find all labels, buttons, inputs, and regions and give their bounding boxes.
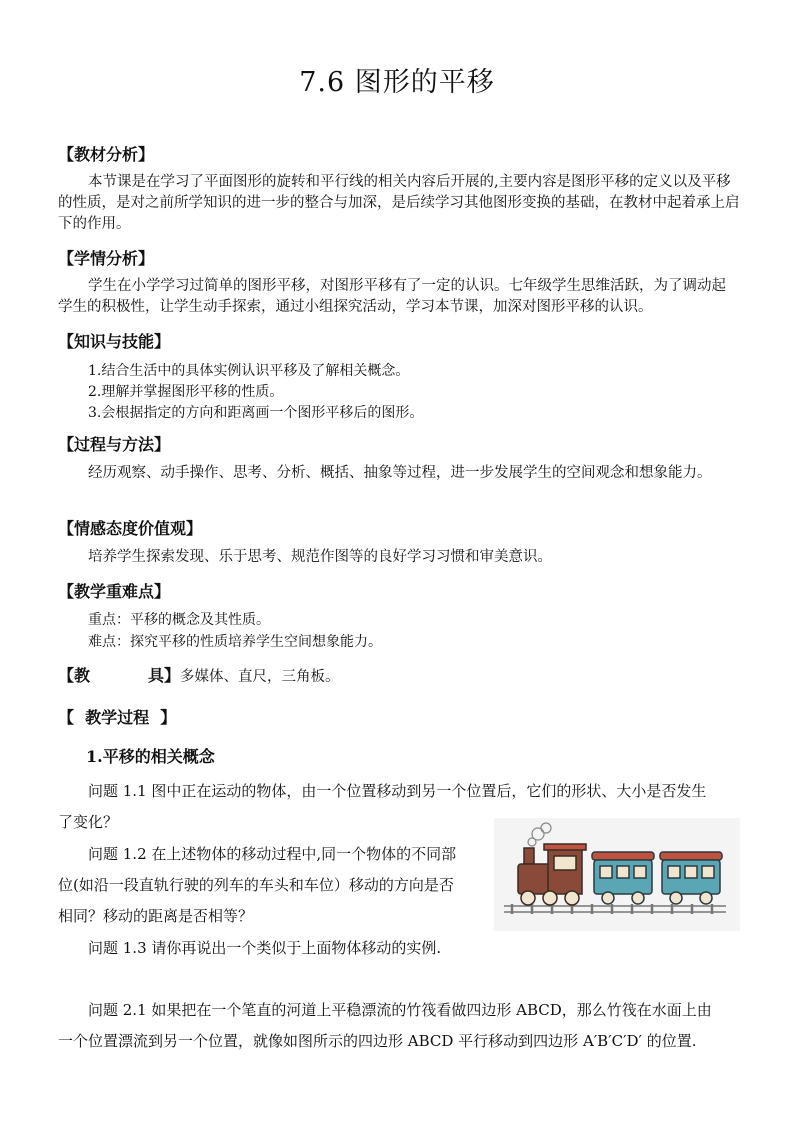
student-analysis-text: 学生在小学学习过简单的图形平移，对图形平移有了一定的认识。七年级学生思维活跃，为了调动起学生的积极性，让学生动手探索，通过小组探究活动，学习本节课，加深对图形平移的认识。	[58, 278, 726, 315]
heading-student-analysis: 【学情分析】	[58, 249, 155, 268]
question-1-3: 问题 1.3 请你再说出一个类似于上面物体移动的实例.	[88, 939, 442, 957]
question-1-2-line3: 相同？移动的距离是否相等？	[58, 907, 254, 925]
subheading-translation-concepts: 1.平移的相关概念	[86, 747, 215, 766]
question-2-1-line1: 问题 2.1 如果把在一个笔直的河道上平稳漂流的竹筏看做四边形 ABCD，那么竹筏在水面上由	[88, 1001, 712, 1019]
tools-text: 多媒体、直尺，三角板。	[180, 669, 340, 685]
emotion-values-text: 培养学生探索发现、乐于思考、规范作图等的良好学习习惯和审美意识。	[88, 549, 552, 565]
heading-teaching-process: 【 教学过程 】	[58, 708, 177, 727]
question-2-1-line2: 一个位置漂流到另一个位置，就像如图所示的四边形 ABCD 平行移动到四边形 A′B′C′D′ 的位置.	[58, 1032, 697, 1050]
question-1-2-line1: 问题 1.2 在上述物体的移动过程中,同一个物体的不同部	[88, 845, 457, 863]
question-1-1-line2: 了变化？	[58, 813, 119, 831]
heading-key-difficult: 【教学重难点】	[58, 582, 171, 601]
tools-heading-right: 具】	[148, 666, 181, 685]
heading-emotion-values: 【情感态度价值观】	[58, 519, 203, 538]
train-illustration	[494, 818, 740, 931]
difficult-point-text: 难点：探究平移的性质培养学生空间想象能力。	[88, 634, 382, 650]
heading-textbook-analysis: 【教材分析】	[58, 145, 155, 164]
tools-heading-left: 【教	[58, 666, 91, 685]
knowledge-item-1: 1.结合生活中的具体实例认识平移及了解相关概念。	[88, 363, 410, 379]
knowledge-item-2: 2.理解并掌握图形平移的性质。	[88, 384, 284, 400]
process-methods-text: 经历观察、动手操作、思考、分析、概括、抽象等过程，进一步发展学生的空间观念和想象能力。	[88, 465, 712, 481]
knowledge-item-3: 3.会根据指定的方向和距离画一个图形平移后的图形。	[88, 405, 424, 421]
key-point-text: 重点：平移的概念及其性质。	[88, 612, 270, 628]
locomotive-icon	[518, 844, 586, 905]
heading-teaching-tools	[58, 663, 340, 686]
question-1-2-line2: 位(如沿一段直轨行驶的列车的车头和车位）移动的方向是否	[58, 876, 454, 894]
heading-knowledge-skills: 【知识与技能】	[58, 332, 171, 351]
heading-process-methods: 【过程与方法】	[58, 435, 171, 454]
page-title: 7.6 图形的平移	[299, 67, 495, 98]
question-1-1-line1: 问题 1.1 图中正在运动的物体，由一个位置移动到另一个位置后，它们的形状、大小是否发生	[88, 782, 707, 800]
textbook-analysis-text: 本节课是在学习了平面图形的旋转和平行线的相关内容后开展的,主要内容是图形平移的定义以及平移的性质，是对之前所学知识的进一步的整合与加深，是后续学习其他图形变换的基础，在教材中起着承上启下的作用。	[58, 174, 740, 232]
